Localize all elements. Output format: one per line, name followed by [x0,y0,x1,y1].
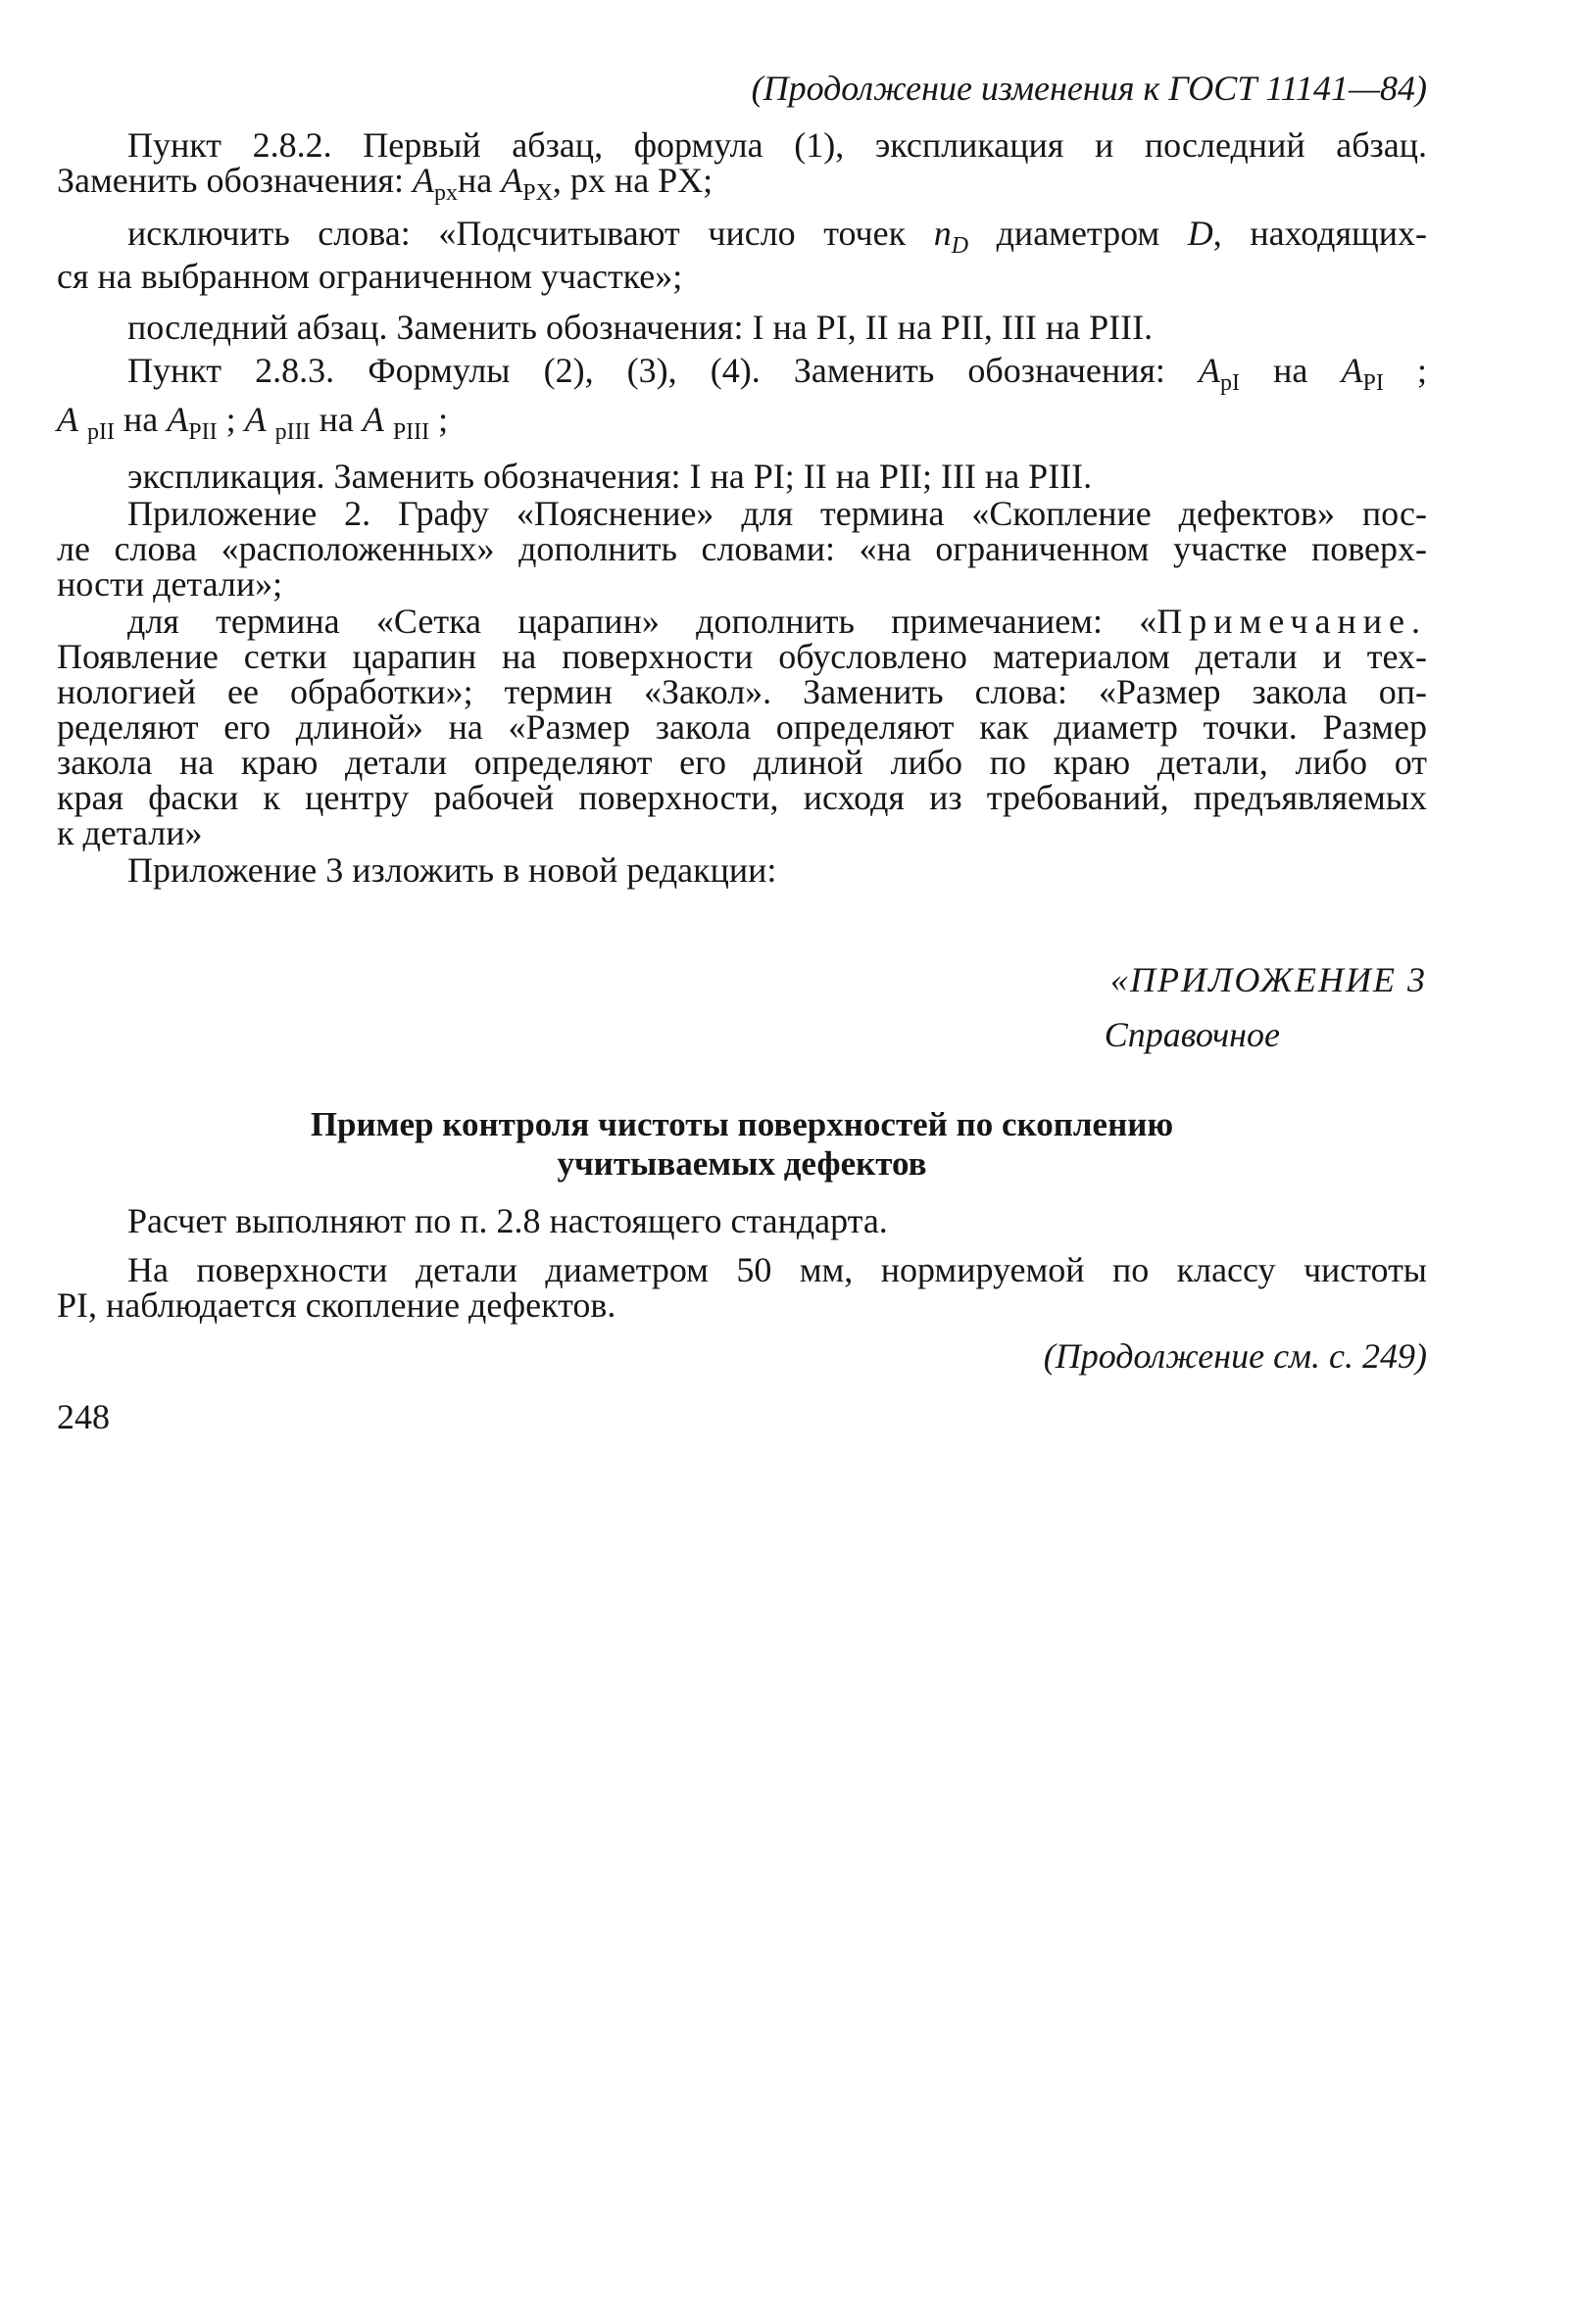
section-heading: Пример контроля чистоты поверхностей по скоплению учитываемых дефектов [310,1105,1174,1183]
symbol-A: A [412,161,434,200]
paragraph-calculation: Расчет выполняют по п. 2.8 настоящего стандарта. [127,1201,888,1240]
symbol-D: D [1187,214,1213,253]
continuation-header: (Продолжение изменения к ГОСТ 11141—84) [751,69,1427,108]
text-line: ся на выбранном ограниченном участке»; [57,257,683,296]
continuation-footer: (Продолжение см. с. 249) [1043,1336,1427,1376]
text-line: на [457,161,502,200]
page-number: 248 [57,1397,110,1436]
paragraph-appendix-3: Приложение 3 изложить в новой редакции: [127,850,777,890]
paragraph-scratch-grid: для термина «Сетка царапин» дополнить примечанием: «Примечание. Появление сетки царапин на поверхности обусловлено материалом детали и тех- нологией ее обработки»; термин «Закол». Заменить слова: «Размер закола оп- ределяют его длиной» на «Размер закола определяют как диаметр точки. Размер закола на краю детали определяют его длиной либо по краю детали, либо от края фаски к центру рабочей поверхности, исходя из требований, предъявляемых к детали» [57,602,1427,852]
text-line: , px на PX; [552,161,713,200]
paragraph-exclude-words: исключить слова: «Подсчитывают число точек $n_D$ диаметром D, находящих- ся на выбранном ограниченном участке»; [57,214,1428,296]
appendix-title: «ПРИЛОЖЕНИЕ 3 [1110,960,1427,999]
subscript: PX [522,180,553,206]
subscript: D [951,233,969,259]
symbol-n: n [933,214,952,253]
paragraph-surface: На поверхности детали диаметром 50 мм, нормируемой по классу чистоты PI, наблюдается скопление дефектов. [57,1250,1427,1325]
note-spaced: Примечание. [1156,602,1427,641]
subscript: px [433,180,458,206]
paragraph-2-8-2 [57,125,1427,206]
paragraph-2-8-3: Пункт 2.8.3. Формулы (2), (3), (4). Заменить обозначения: $A_{pI}$ на $A_{PI}$ ; A $_{pII}$ на $A_{PII}$ ; A $_{pIII}$ на A $_{PIII}$ ; [57,351,1427,445]
symbol-A: A [501,161,523,200]
paragraph-last-abzac: последний абзац. Заменить обозначения: I на PI, II на PII, III на PIII. [127,308,1154,347]
appendix-subtitle: Справочное [1104,1015,1280,1054]
text-line: Пункт 2.8.2. Первый абзац, формула (1), экспликация и последний абзац. [127,125,1427,165]
paragraph-appendix-2: Приложение 2. Графу «Пояснение» для термина «Скопление дефектов» пос- ле слова «расположенных» дополнить словами: «на ограниченном участке поверх- ности детали»; [57,494,1427,604]
paragraph-explication: экспликация. Заменить обозначения: I на PI; II на PII; III на PIII. [127,457,1093,496]
text-line: Заменить обозначения: [57,161,413,200]
